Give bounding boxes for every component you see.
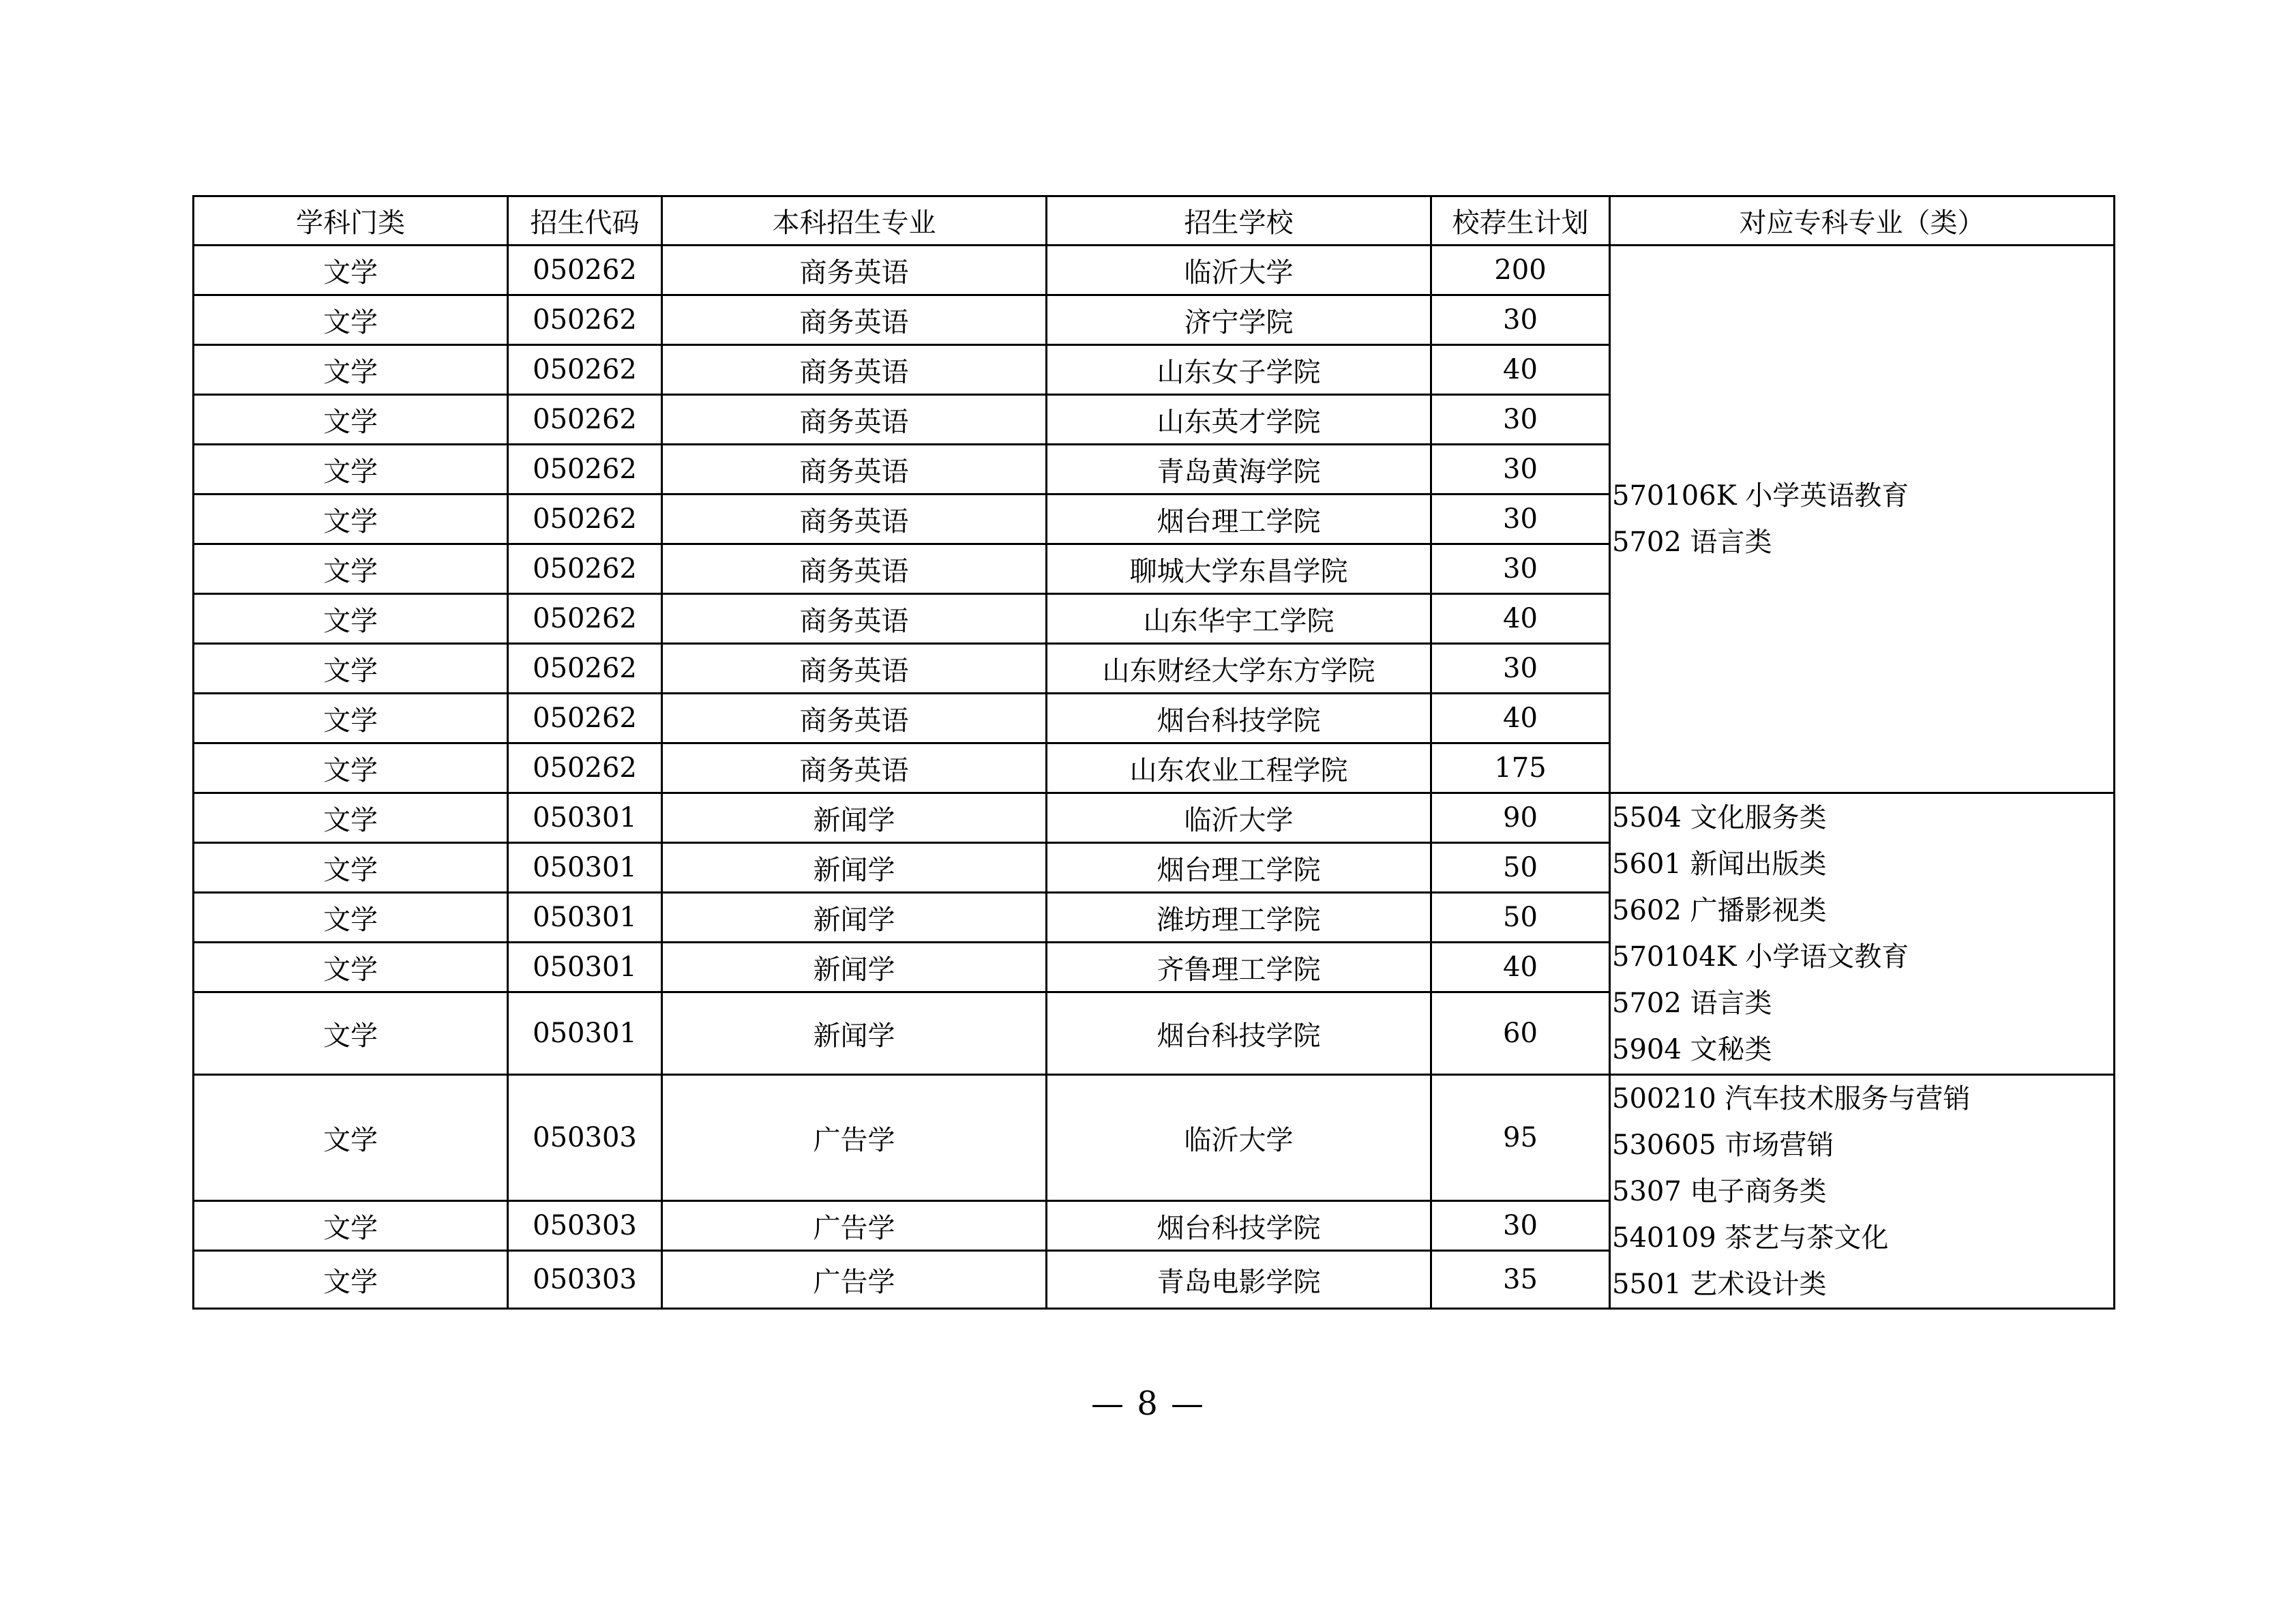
enrollment-plan-table	[192, 195, 2115, 1310]
cell-plan: 40	[1431, 594, 1610, 644]
cell-major: 广告学	[662, 1201, 1047, 1251]
cell-plan: 60	[1431, 992, 1610, 1075]
table-row	[194, 1075, 2115, 1201]
header-code: 招生代码	[508, 196, 662, 246]
cell-discipline: 文学	[194, 992, 508, 1075]
cell-code: 050301	[508, 793, 662, 843]
cell-code: 050303	[508, 1251, 662, 1309]
related-major-line: 570104K 小学语文教育	[1612, 941, 1909, 973]
cell-code: 050301	[508, 992, 662, 1075]
cell-discipline: 文学	[194, 395, 508, 445]
cell-discipline: 文学	[194, 246, 508, 295]
cell-school: 齐鲁理工学院	[1047, 943, 1431, 992]
cell-school: 聊城大学东昌学院	[1047, 544, 1431, 594]
cell-plan: 30	[1431, 445, 1610, 494]
cell-plan: 30	[1431, 494, 1610, 544]
cell-plan: 30	[1431, 544, 1610, 594]
cell-plan: 95	[1431, 1075, 1610, 1201]
cell-school: 临沂大学	[1047, 793, 1431, 843]
cell-related-majors	[1610, 793, 2115, 1075]
cell-major: 商务英语	[662, 544, 1047, 594]
cell-school: 烟台科技学院	[1047, 992, 1431, 1075]
cell-school: 青岛黄海学院	[1047, 445, 1431, 494]
cell-discipline: 文学	[194, 544, 508, 594]
cell-code: 050262	[508, 644, 662, 694]
cell-discipline: 文学	[194, 1201, 508, 1251]
cell-code: 050303	[508, 1075, 662, 1201]
header-related-major: 对应专科专业（类）	[1610, 196, 2115, 246]
cell-plan: 35	[1431, 1251, 1610, 1309]
related-major-line: 530605 市场营销	[1612, 1130, 1834, 1161]
cell-major: 商务英语	[662, 246, 1047, 295]
cell-school: 山东财经大学东方学院	[1047, 644, 1431, 694]
cell-major: 商务英语	[662, 644, 1047, 694]
cell-plan: 30	[1431, 1201, 1610, 1251]
cell-discipline: 文学	[194, 694, 508, 743]
cell-school: 烟台理工学院	[1047, 843, 1431, 893]
cell-plan: 50	[1431, 843, 1610, 893]
cell-major: 商务英语	[662, 345, 1047, 395]
cell-plan: 30	[1431, 644, 1610, 694]
cell-code: 050262	[508, 395, 662, 445]
cell-discipline: 文学	[194, 295, 508, 345]
related-major-line: 5702 语言类	[1612, 527, 1772, 558]
cell-related-majors	[1610, 246, 2115, 793]
cell-school: 临沂大学	[1047, 1075, 1431, 1201]
cell-major: 商务英语	[662, 594, 1047, 644]
cell-major: 广告学	[662, 1251, 1047, 1309]
cell-code: 050262	[508, 694, 662, 743]
cell-code: 050262	[508, 246, 662, 295]
cell-discipline: 文学	[194, 793, 508, 843]
cell-major: 新闻学	[662, 943, 1047, 992]
related-major-line: 5904 文秘类	[1612, 1034, 1772, 1065]
cell-code: 050301	[508, 843, 662, 893]
cell-major: 广告学	[662, 1075, 1047, 1201]
cell-discipline: 文学	[194, 743, 508, 793]
related-major-line: 540109 茶艺与茶文化	[1612, 1222, 1889, 1254]
table-header-row	[194, 196, 2115, 246]
cell-plan: 175	[1431, 743, 1610, 793]
related-major-line: 5307 电子商务类	[1612, 1176, 1827, 1207]
cell-discipline: 文学	[194, 1075, 508, 1201]
cell-code: 050301	[508, 943, 662, 992]
cell-major: 新闻学	[662, 793, 1047, 843]
cell-discipline: 文学	[194, 843, 508, 893]
cell-school: 山东农业工程学院	[1047, 743, 1431, 793]
cell-school: 烟台理工学院	[1047, 494, 1431, 544]
cell-code: 050262	[508, 494, 662, 544]
cell-discipline: 文学	[194, 494, 508, 544]
cell-major: 新闻学	[662, 992, 1047, 1075]
cell-code: 050262	[508, 544, 662, 594]
header-major: 本科招生专业	[662, 196, 1047, 246]
cell-discipline: 文学	[194, 345, 508, 395]
cell-plan: 30	[1431, 295, 1610, 345]
cell-major: 新闻学	[662, 893, 1047, 943]
cell-plan: 200	[1431, 246, 1610, 295]
related-major-line: 5601 新闻出版类	[1612, 848, 1827, 880]
related-major-line: 5501 艺术设计类	[1612, 1269, 1827, 1300]
related-major-line: 5702 语言类	[1612, 988, 1772, 1019]
cell-code: 050301	[508, 893, 662, 943]
cell-major: 商务英语	[662, 494, 1047, 544]
cell-plan: 50	[1431, 893, 1610, 943]
cell-school: 青岛电影学院	[1047, 1251, 1431, 1309]
table-row	[194, 793, 2115, 843]
cell-code: 050262	[508, 295, 662, 345]
cell-major: 商务英语	[662, 295, 1047, 345]
cell-discipline: 文学	[194, 644, 508, 694]
cell-code: 050262	[508, 594, 662, 644]
cell-major: 新闻学	[662, 843, 1047, 893]
cell-major: 商务英语	[662, 395, 1047, 445]
header-school: 招生学校	[1047, 196, 1431, 246]
table-row	[194, 246, 2115, 295]
page-number: — 8 —	[1090, 1385, 1206, 1423]
cell-plan: 90	[1431, 793, 1610, 843]
cell-school: 烟台科技学院	[1047, 1201, 1431, 1251]
cell-school: 潍坊理工学院	[1047, 893, 1431, 943]
cell-discipline: 文学	[194, 893, 508, 943]
related-major-line: 570106K 小学英语教育	[1612, 480, 1909, 512]
header-plan: 校荐生计划	[1431, 196, 1610, 246]
related-major-line: 5602 广播影视类	[1612, 895, 1827, 926]
cell-code: 050303	[508, 1201, 662, 1251]
cell-major: 商务英语	[662, 445, 1047, 494]
cell-school: 山东女子学院	[1047, 345, 1431, 395]
cell-major: 商务英语	[662, 694, 1047, 743]
cell-code: 050262	[508, 743, 662, 793]
related-major-line: 500210 汽车技术服务与营销	[1612, 1083, 1971, 1114]
header-discipline: 学科门类	[194, 196, 508, 246]
cell-major: 商务英语	[662, 743, 1047, 793]
cell-plan: 40	[1431, 345, 1610, 395]
cell-school: 山东华宇工学院	[1047, 594, 1431, 644]
cell-school: 临沂大学	[1047, 246, 1431, 295]
cell-code: 050262	[508, 445, 662, 494]
cell-plan: 40	[1431, 694, 1610, 743]
cell-discipline: 文学	[194, 445, 508, 494]
cell-discipline: 文学	[194, 1251, 508, 1309]
cell-school: 山东英才学院	[1047, 395, 1431, 445]
related-major-line: 5504 文化服务类	[1612, 802, 1827, 833]
cell-discipline: 文学	[194, 594, 508, 644]
cell-school: 济宁学院	[1047, 295, 1431, 345]
cell-discipline: 文学	[194, 943, 508, 992]
cell-plan: 40	[1431, 943, 1610, 992]
cell-code: 050262	[508, 345, 662, 395]
cell-plan: 30	[1431, 395, 1610, 445]
cell-related-majors	[1610, 1075, 2115, 1309]
cell-school: 烟台科技学院	[1047, 694, 1431, 743]
